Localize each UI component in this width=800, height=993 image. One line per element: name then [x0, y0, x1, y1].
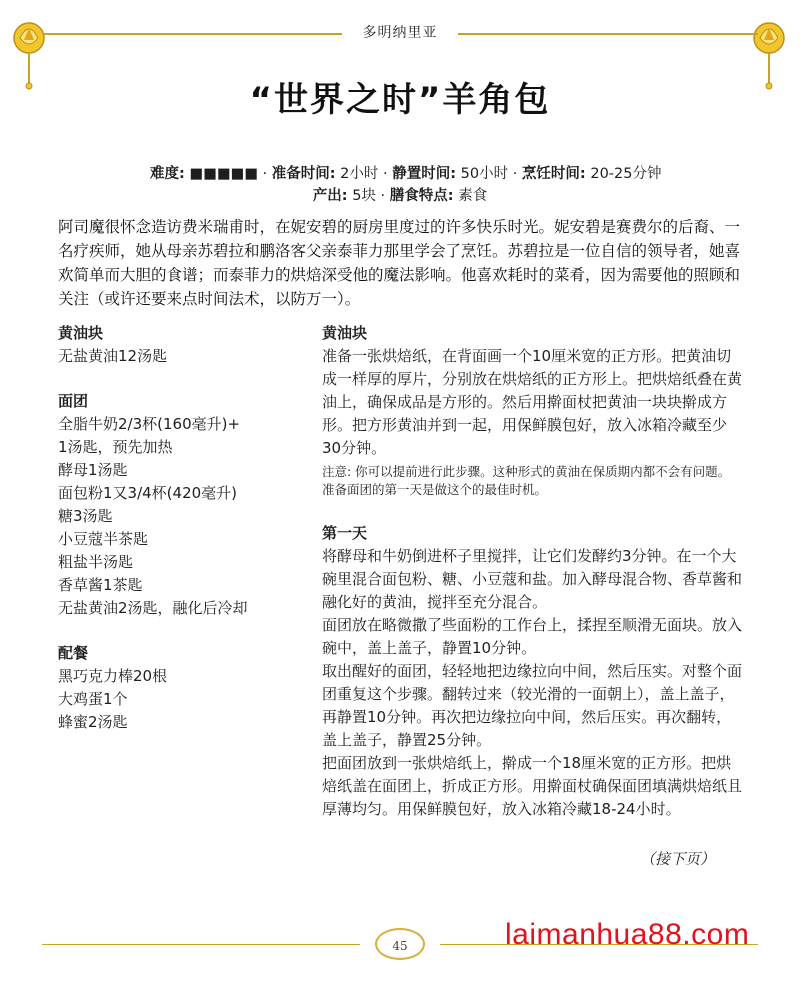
ingredient-item: 无盐黄油12汤匙	[58, 347, 168, 365]
rest-time-label: 静置时间:	[392, 166, 457, 182]
diet-label: 膳食特点:	[389, 188, 454, 204]
ingredient-item: 无盐黄油2汤匙，融化后冷却	[58, 599, 248, 617]
cook-time-value: 20-25分钟	[590, 166, 662, 182]
difficulty-label: 难度:	[150, 166, 185, 182]
ingredients-butter-title: 黄油块	[58, 324, 104, 342]
steps-butter-note: 注意: 你可以提前进行此步骤。这种形式的黄油在保质期内都不会有问题。准备面团的第一天是做这个的最佳时机。	[322, 464, 731, 497]
difficulty-value: ■■■■■	[189, 166, 258, 182]
step-paragraph: 将酵母和牛奶倒进杯子里搅拌，让它们发酵约3分钟。在一个大碗里混合面包粉、糖、小豆蔻和盐。加入酵母混合物、香草酱和融化好的黄油，搅拌至充分混合。	[322, 547, 743, 611]
region-label: 多明纳里亚	[362, 25, 438, 41]
ingredients-serving-title: 配餐	[58, 644, 89, 662]
cook-time-label: 烹饪时间:	[521, 166, 586, 182]
ingredient-item: 酵母1汤匙	[58, 461, 128, 479]
yield-value: 5块	[352, 188, 376, 204]
steps-butter-text: 准备一张烘焙纸，在背面画一个10厘米宽的正方形。把黄油切成一样厚的厚片，分别放在烘焙纸的正方形上。把烘焙纸叠在黄油上，确保成品是方形的。然后用擀面杖把黄油一块块擀成方形。把方形黄油并到一起，用保鲜膜包好，放入冰箱冷藏至少30分钟。	[322, 347, 743, 457]
watermark-text: laimanhua88.com	[505, 918, 750, 951]
recipe-title: “世界之时”羊角包	[249, 80, 551, 120]
recipe-meta: 难度: ■■■■■ · 准备时间: 2小时 · 静置时间: 50小时 · 烹饪时间: 20-25分钟 产出: 5块 · 膳食特点: 素食	[150, 166, 662, 204]
steps-column	[322, 322, 742, 821]
ingredient-item: 糖3汤匙	[58, 507, 113, 525]
ingredients-column	[58, 322, 298, 734]
continued-note: （接下页）	[640, 850, 716, 868]
step-paragraph: 把面团放到一张烘焙纸上，擀成一个18厘米宽的正方形。把烘焙纸盖在面团上，折成正方形。用擀面杖确保面团填满烘焙纸且厚薄均匀。用保鲜膜包好，放入冰箱冷藏18-24小时。	[322, 754, 743, 818]
ingredient-item: 蜂蜜2汤匙	[58, 713, 128, 731]
prep-time-value: 2小时	[340, 166, 379, 182]
intro-paragraph: 阿司魔很怀念造访费米瑞甫时，在妮安碧的厨房里度过的许多快乐时光。妮安碧是赛费尔的后裔、一名疗疾师，她从母亲苏碧拉和鹏洛客父亲泰菲力那里学会了烹饪。苏碧拉是一位自信的领导者，她喜欢简单而大胆的食谱；而泰菲力的烘焙深受他的魔法影响。他喜欢耗时的菜肴，因为需要他的照顾和关注（或许还要来点时间法术，以防万一）。	[58, 218, 741, 308]
diet-value: 素食	[458, 188, 488, 204]
rest-time-value: 50小时	[460, 166, 509, 182]
steps-day-one-title: 第一天	[322, 524, 368, 542]
footer-rule-left	[42, 944, 360, 945]
ingredient-item: 黑巧克力棒20根	[58, 667, 168, 685]
ingredient-item: 大鸡蛋1个	[58, 690, 128, 708]
ingredient-item: 小豆蔻半茶匙	[58, 530, 149, 548]
step-paragraph: 面团放在略微撒了些面粉的工作台上，揉捏至顺滑无面块。放入碗中，盖上盖子，静置10分钟。	[322, 616, 743, 657]
yield-label: 产出:	[312, 188, 348, 204]
header-rule-right	[458, 33, 758, 35]
step-paragraph: 取出醒好的面团，轻轻地把边缘拉向中间，然后压实。对整个面团重复这个步骤。翻转过来（较光滑的一面朝上），盖上盖子，再静置10分钟。再次把边缘拉向中间，然后压实。再次翻转，盖上盖子，静置25分钟。	[322, 662, 743, 749]
ingredient-item: 香草酱1茶匙	[58, 576, 143, 594]
prep-time-label: 准备时间:	[271, 166, 336, 182]
ingredient-item: 粗盐半汤匙	[58, 553, 134, 571]
ingredients-dough-title: 面团	[58, 392, 89, 410]
ingredient-item: 全脂牛奶2/3杯(160毫升)+	[58, 415, 241, 433]
ingredient-item: 面包粉1又3/4杯(420毫升)	[58, 484, 238, 502]
page-number: 45	[375, 928, 425, 960]
ingredient-item: 1汤匙，预先加热	[58, 438, 173, 456]
steps-butter-title: 黄油块	[322, 324, 368, 342]
header-rule-left	[42, 33, 342, 35]
